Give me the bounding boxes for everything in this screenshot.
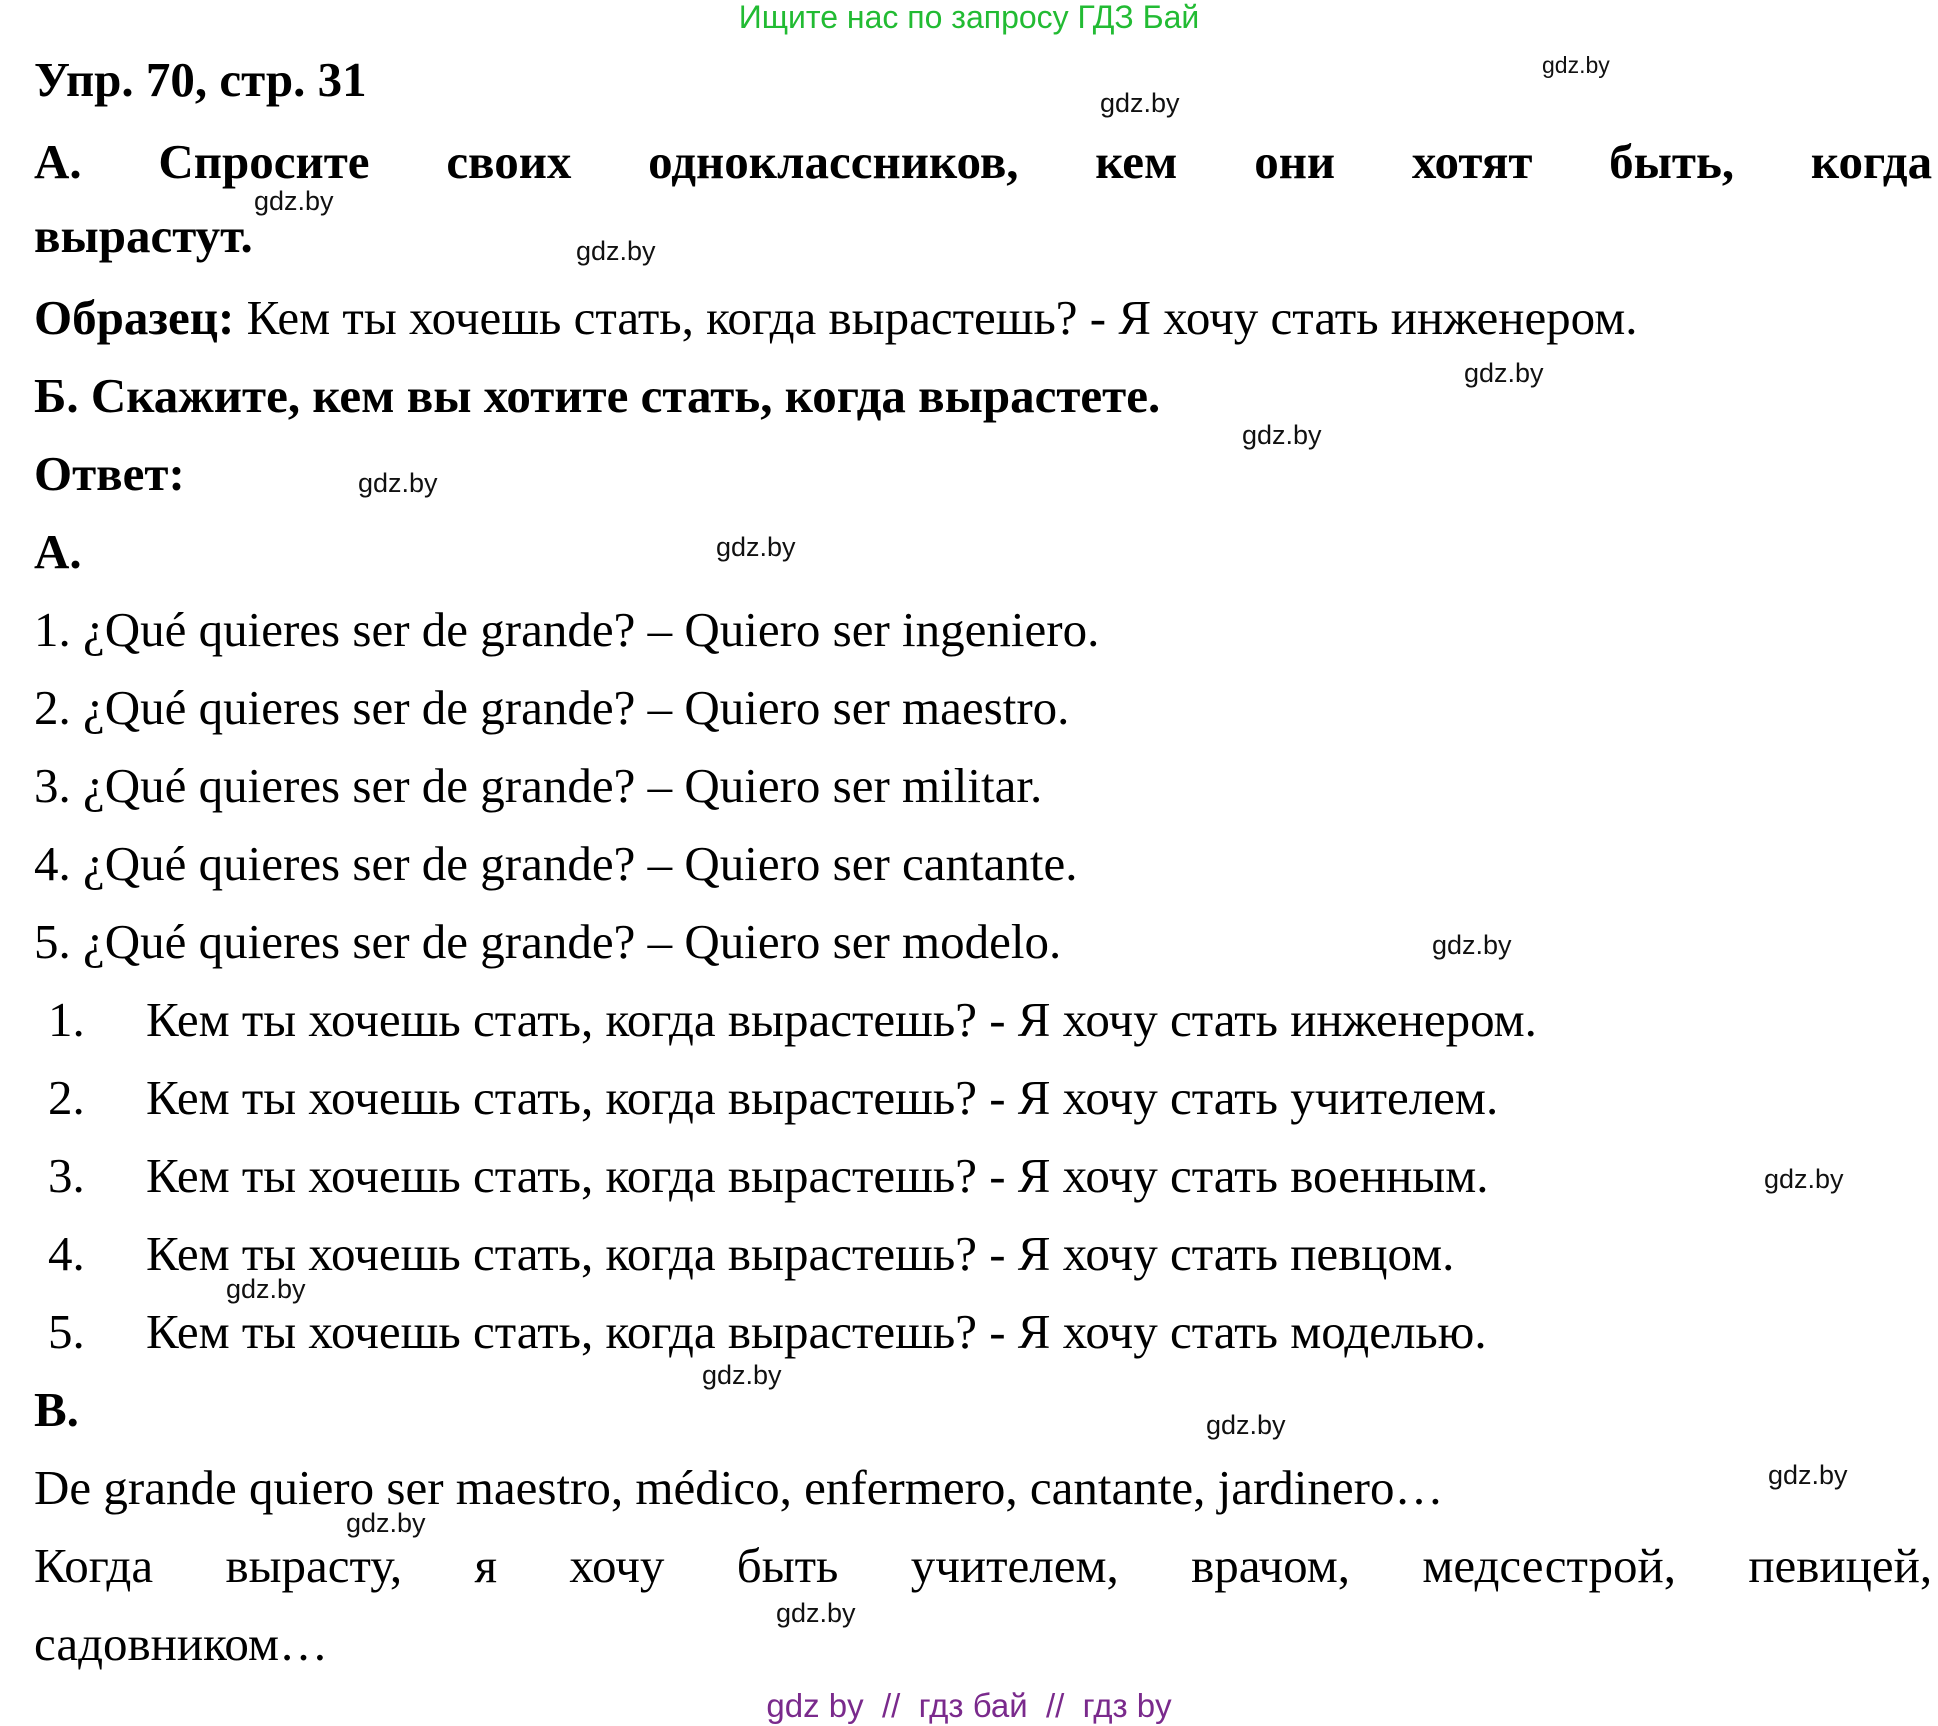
item-number: 5. [48, 1304, 85, 1359]
word: своих [446, 134, 572, 189]
watermark: gdz.by [346, 1508, 426, 1538]
watermark: gdz.by [776, 1598, 856, 1628]
sample-text: Кем ты хочешь стать, когда вырастешь? - Я хочу стать инженером. [234, 290, 1638, 345]
footer-links: gdz by // гдз бай // гдз by [766, 1687, 1172, 1724]
word: Когда [34, 1538, 154, 1593]
item-text: Кем ты хочешь стать, когда вырастешь? - Я хочу стать певцом. [146, 1226, 1455, 1281]
word: кем [1095, 134, 1178, 189]
word: А. [34, 134, 82, 189]
section-b-label: B. [34, 1382, 79, 1437]
item-number: 4. [48, 1226, 85, 1281]
word: они [1254, 134, 1336, 189]
item-text: Кем ты хочешь стать, когда вырастешь? - Я хочу стать моделью. [146, 1304, 1487, 1359]
top-banner: Ищите нас по запросу ГДЗ Бай [738, 0, 1200, 35]
spanish-item-3: 3. ¿Qué quieres ser de grande? – Quiero ser militar. [34, 758, 1043, 813]
item-number: 2. [48, 1070, 85, 1125]
b-russian-line-1 [34, 1538, 1932, 1594]
item-text: Кем ты хочешь стать, когда вырастешь? - Я хочу стать учителем. [146, 1070, 1499, 1125]
word: учителем, [910, 1538, 1119, 1593]
sample-label: Образец: [34, 290, 235, 345]
word: медсестрой, [1422, 1538, 1676, 1593]
item-number: 3. [48, 1148, 85, 1203]
b-russian-line-2: садовником… [34, 1616, 328, 1671]
watermark: gdz.by [254, 186, 334, 216]
watermark: gdz.by [1432, 930, 1512, 960]
spanish-item-1: 1. ¿Qué quieres ser de grande? – Quiero ser ingeniero. [34, 602, 1100, 657]
watermark: gdz.by [702, 1360, 782, 1390]
item-number: 1. [48, 992, 85, 1047]
exercise-title: Упр. 70, стр. 31 [34, 52, 367, 107]
word: вырасту, [225, 1538, 403, 1593]
watermark: gdz.by [1768, 1460, 1848, 1490]
word: Спросите [158, 134, 370, 189]
word: хотят [1411, 134, 1533, 189]
spanish-item-2: 2. ¿Qué quieres ser de grande? – Quiero ser maestro. [34, 680, 1070, 735]
answer-label: Ответ: [34, 446, 185, 501]
watermark: gdz.by [1764, 1164, 1844, 1194]
word: я [474, 1538, 498, 1593]
word: быть [736, 1538, 839, 1593]
word: когда [1810, 134, 1933, 189]
russian-item-1 [34, 992, 1537, 1048]
watermark: gdz.by [1206, 1410, 1286, 1440]
item-text: Кем ты хочешь стать, когда вырастешь? - Я хочу стать военным. [146, 1148, 1489, 1203]
watermark: gdz.by [226, 1274, 306, 1304]
watermark: gdz.by [1100, 88, 1180, 118]
spanish-item-4: 4. ¿Qué quieres ser de grande? – Quiero ser cantante. [34, 836, 1078, 891]
sample-line [34, 290, 1638, 346]
task-a-line-1 [34, 134, 1932, 190]
watermark: gdz.by [716, 532, 796, 562]
section-a-label: А. [34, 524, 82, 579]
word: быть, [1609, 134, 1735, 189]
word: одноклассников, [648, 134, 1019, 189]
watermark: gdz.by [358, 468, 438, 498]
russian-item-5 [34, 1304, 1487, 1360]
russian-item-2 [34, 1070, 1498, 1126]
b-spanish: De grande quiero ser maestro, médico, enfermero, cantante, jardinero… [34, 1460, 1444, 1515]
task-b: Б. Скажите, кем вы хотите стать, когда вырастете. [34, 368, 1161, 423]
watermark: gdz.by [1242, 420, 1322, 450]
spanish-item-5: 5. ¿Qué quieres ser de grande? – Quiero ser modelo. [34, 914, 1062, 969]
task-a-line-2: вырастут. [34, 208, 253, 263]
word: врачом, [1191, 1538, 1351, 1593]
russian-item-3 [34, 1148, 1488, 1204]
item-text: Кем ты хочешь стать, когда вырастешь? - Я хочу стать инженером. [146, 992, 1537, 1047]
word: певицей, [1748, 1538, 1933, 1593]
watermark: gdz.by [576, 236, 656, 266]
watermark: gdz.by [1464, 358, 1544, 388]
watermark: gdz.by [1542, 52, 1610, 78]
word: хочу [569, 1538, 665, 1593]
